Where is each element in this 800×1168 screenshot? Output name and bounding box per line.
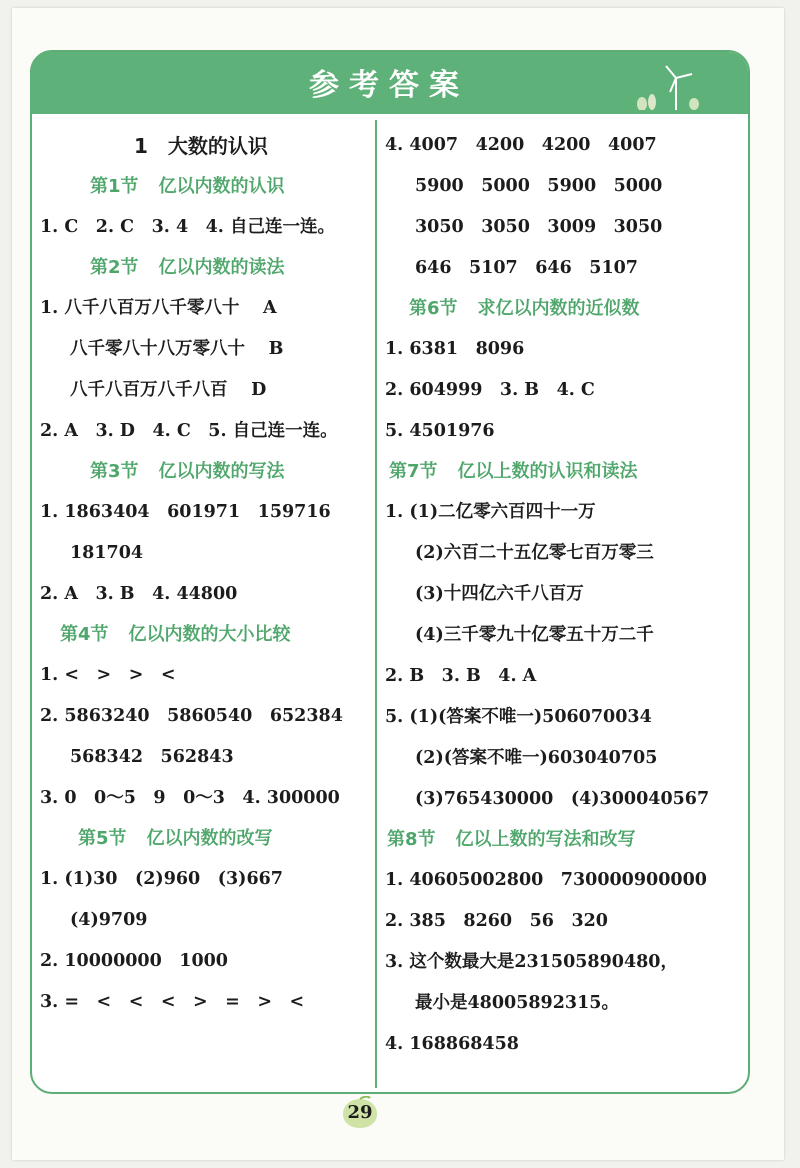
answer-line: 1. 6381 8096 (385, 339, 525, 359)
answer-line: 181704 (70, 543, 144, 563)
page-number: 29 (347, 1102, 373, 1123)
section-number: 第1节 (90, 176, 139, 197)
section-heading (40, 615, 370, 655)
answer-line: 八千零八十八万零八十 B (70, 339, 284, 359)
answer-line: 2. 604999 3. B 4. C (385, 380, 595, 400)
answer-line: 最小是48005892315。 (415, 993, 619, 1013)
answer-line: 1. < > > < (40, 665, 176, 685)
right-column (385, 125, 740, 1065)
answer-line: 3. = < < < > = > < (40, 992, 305, 1012)
answer-line: 八千八百万八千八百 D (70, 380, 267, 400)
section-number: 第5节 (78, 828, 127, 849)
answer-line: 2. 385 8260 56 320 (385, 911, 608, 931)
page-number-badge (340, 1096, 380, 1130)
section-title: 亿以内数的认识 (158, 176, 285, 197)
section-title: 亿以上数的写法和改写 (455, 829, 636, 850)
answer-line: 3. 这个数最大是231505890480， (385, 952, 678, 972)
left-column (40, 125, 370, 1023)
answer-line: 1. (1)二亿零六百四十一万 (385, 502, 596, 522)
answer-line: (2)六百二十五亿零七百万零三 (415, 543, 654, 563)
answer-line: 3050 3050 3009 3050 (415, 217, 663, 237)
section-title: 亿以上数的认识和读法 (457, 461, 638, 482)
column-divider (375, 120, 377, 1088)
section-number: 第2节 (90, 257, 139, 278)
answer-line: (4)9709 (70, 910, 148, 930)
answer-line: 5. 4501976 (385, 421, 495, 441)
answer-line: 3. 0 0～5 9 0～3 4. 300000 (40, 788, 340, 808)
answer-line: 1. C 2. C 3. 4 4. 自己连一连。 (40, 217, 335, 237)
section-heading (40, 819, 370, 859)
answer-line: 2. B 3. B 4. A (385, 666, 537, 686)
section-heading (385, 289, 740, 329)
answer-line: 2. 10000000 1000 (40, 951, 228, 971)
answer-line: 1. 八千八百万八千零八十 A (40, 298, 277, 318)
answer-line: 2. A 3. B 4. 44800 (40, 584, 238, 604)
answer-line: (3)765430000 (4)300040567 (415, 789, 710, 809)
answer-line: 2. A 3. D 4. C 5. 自己连一连。 (40, 421, 338, 441)
section-heading (385, 820, 740, 860)
answer-line: 5. (1)(答案不唯一)506070034 (385, 707, 652, 727)
answer-line: 1. 40605002800 730000900000 (385, 870, 707, 890)
section-heading (40, 452, 370, 492)
answer-line: 2. 5863240 5860540 652384 (40, 706, 343, 726)
windmill-icon (630, 64, 710, 110)
answer-line: (3)十四亿六千八百万 (415, 584, 584, 604)
answer-line: (2)(答案不唯一)603040705 (415, 748, 658, 768)
section-heading (385, 452, 740, 492)
section-number: 第6节 (409, 298, 458, 319)
chapter-heading: 1 大数的认识 (134, 134, 268, 158)
section-heading (40, 167, 370, 207)
answer-line: 4. 4007 4200 4200 4007 (385, 135, 657, 155)
answer-line: 4. 168868458 (385, 1034, 519, 1054)
section-title: 亿以内数的改写 (146, 828, 273, 849)
section-number: 第3节 (90, 461, 139, 482)
section-number: 第7节 (389, 461, 438, 482)
answer-line: 1. (1)30 (2)960 (3)667 (40, 869, 283, 889)
answer-line: 646 5107 646 5107 (415, 258, 638, 278)
section-title: 亿以内数的读法 (158, 257, 285, 278)
section-title: 亿以内数的写法 (158, 461, 285, 482)
section-heading (40, 248, 370, 288)
page-title: 参考答案 (309, 68, 469, 103)
section-number: 第8节 (387, 829, 436, 850)
answer-line: 1. 1863404 601971 159716 (40, 502, 331, 522)
section-number: 第4节 (60, 624, 109, 645)
answer-line: 568342 562843 (70, 747, 234, 767)
section-title: 求亿以内数的近似数 (477, 298, 640, 319)
section-title: 亿以内数的大小比较 (128, 624, 291, 645)
answer-line: 5900 5000 5900 5000 (415, 176, 663, 196)
answer-line: (4)三千零九十亿零五十万二千 (415, 625, 654, 645)
